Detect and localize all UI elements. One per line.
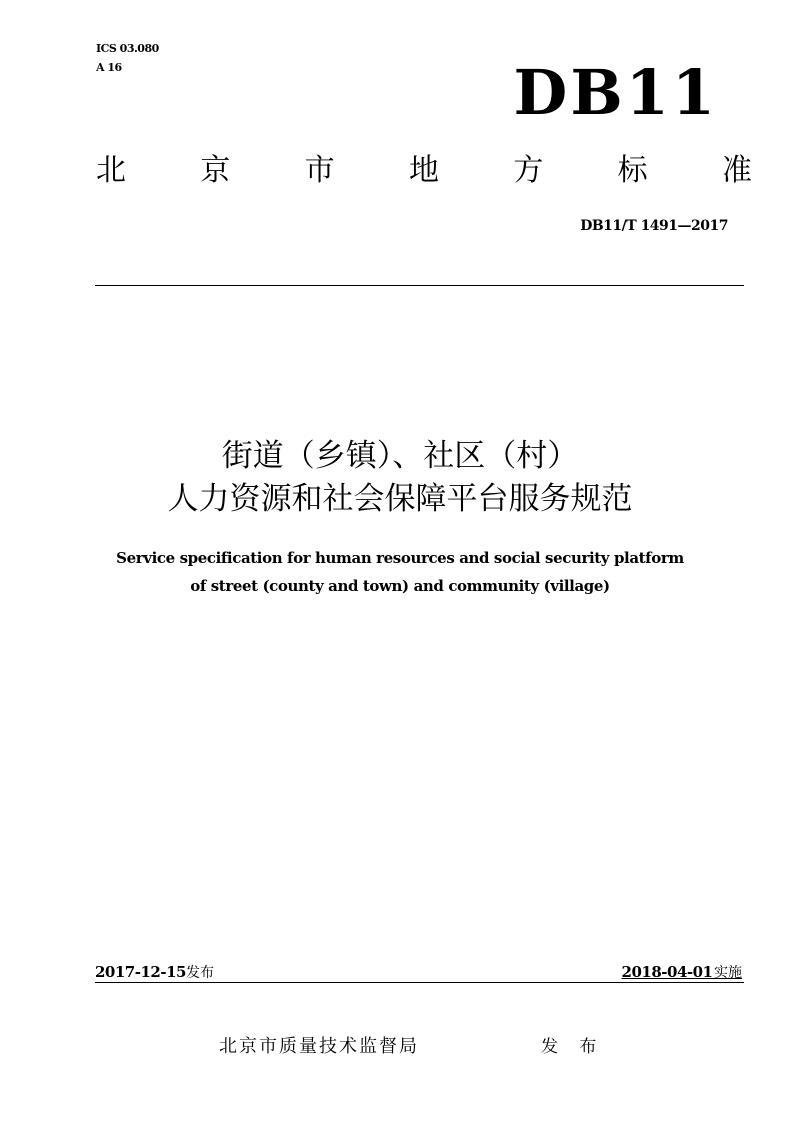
heading-char: 标 <box>617 153 648 188</box>
db11-logo-text: DB11 <box>513 56 718 129</box>
heading-char: 地 <box>408 153 439 188</box>
heading-char: 方 <box>513 153 544 188</box>
publish-label: 发 布 <box>541 1037 605 1057</box>
ics-code: ICS 03.080 <box>96 42 159 55</box>
heading-char: 准 <box>721 153 752 188</box>
publisher-name: 北京市质量技术监督局 <box>219 1036 419 1057</box>
title-zh-line1: 街道（乡镇）、社区（村） <box>221 438 579 474</box>
title-zh-line2: 人力资源和社会保障平台服务规范 <box>167 481 633 517</box>
classification-code: A 16 <box>96 61 122 74</box>
issue-label: 发布 <box>185 965 214 981</box>
standard-number: DB11/T 1491—2017 <box>580 218 728 234</box>
title-en-line2: of street (county and town) and community (village) <box>190 577 610 595</box>
heading-char: 北 <box>96 153 126 188</box>
implement-label: 实施 <box>714 965 742 981</box>
title-en-line1: Service specification for human resources and social security platform <box>116 549 684 567</box>
heading-char: 京 <box>200 153 231 188</box>
implement-date: 2018-04-01 <box>621 963 713 981</box>
local-standard-heading <box>96 153 752 188</box>
implement-date-block <box>622 962 742 982</box>
bottom-divider <box>95 982 744 983</box>
heading-char: 市 <box>304 153 335 188</box>
issue-date-block <box>95 962 214 982</box>
top-divider <box>95 285 744 286</box>
issue-date: 2017-12-15 <box>95 963 186 981</box>
